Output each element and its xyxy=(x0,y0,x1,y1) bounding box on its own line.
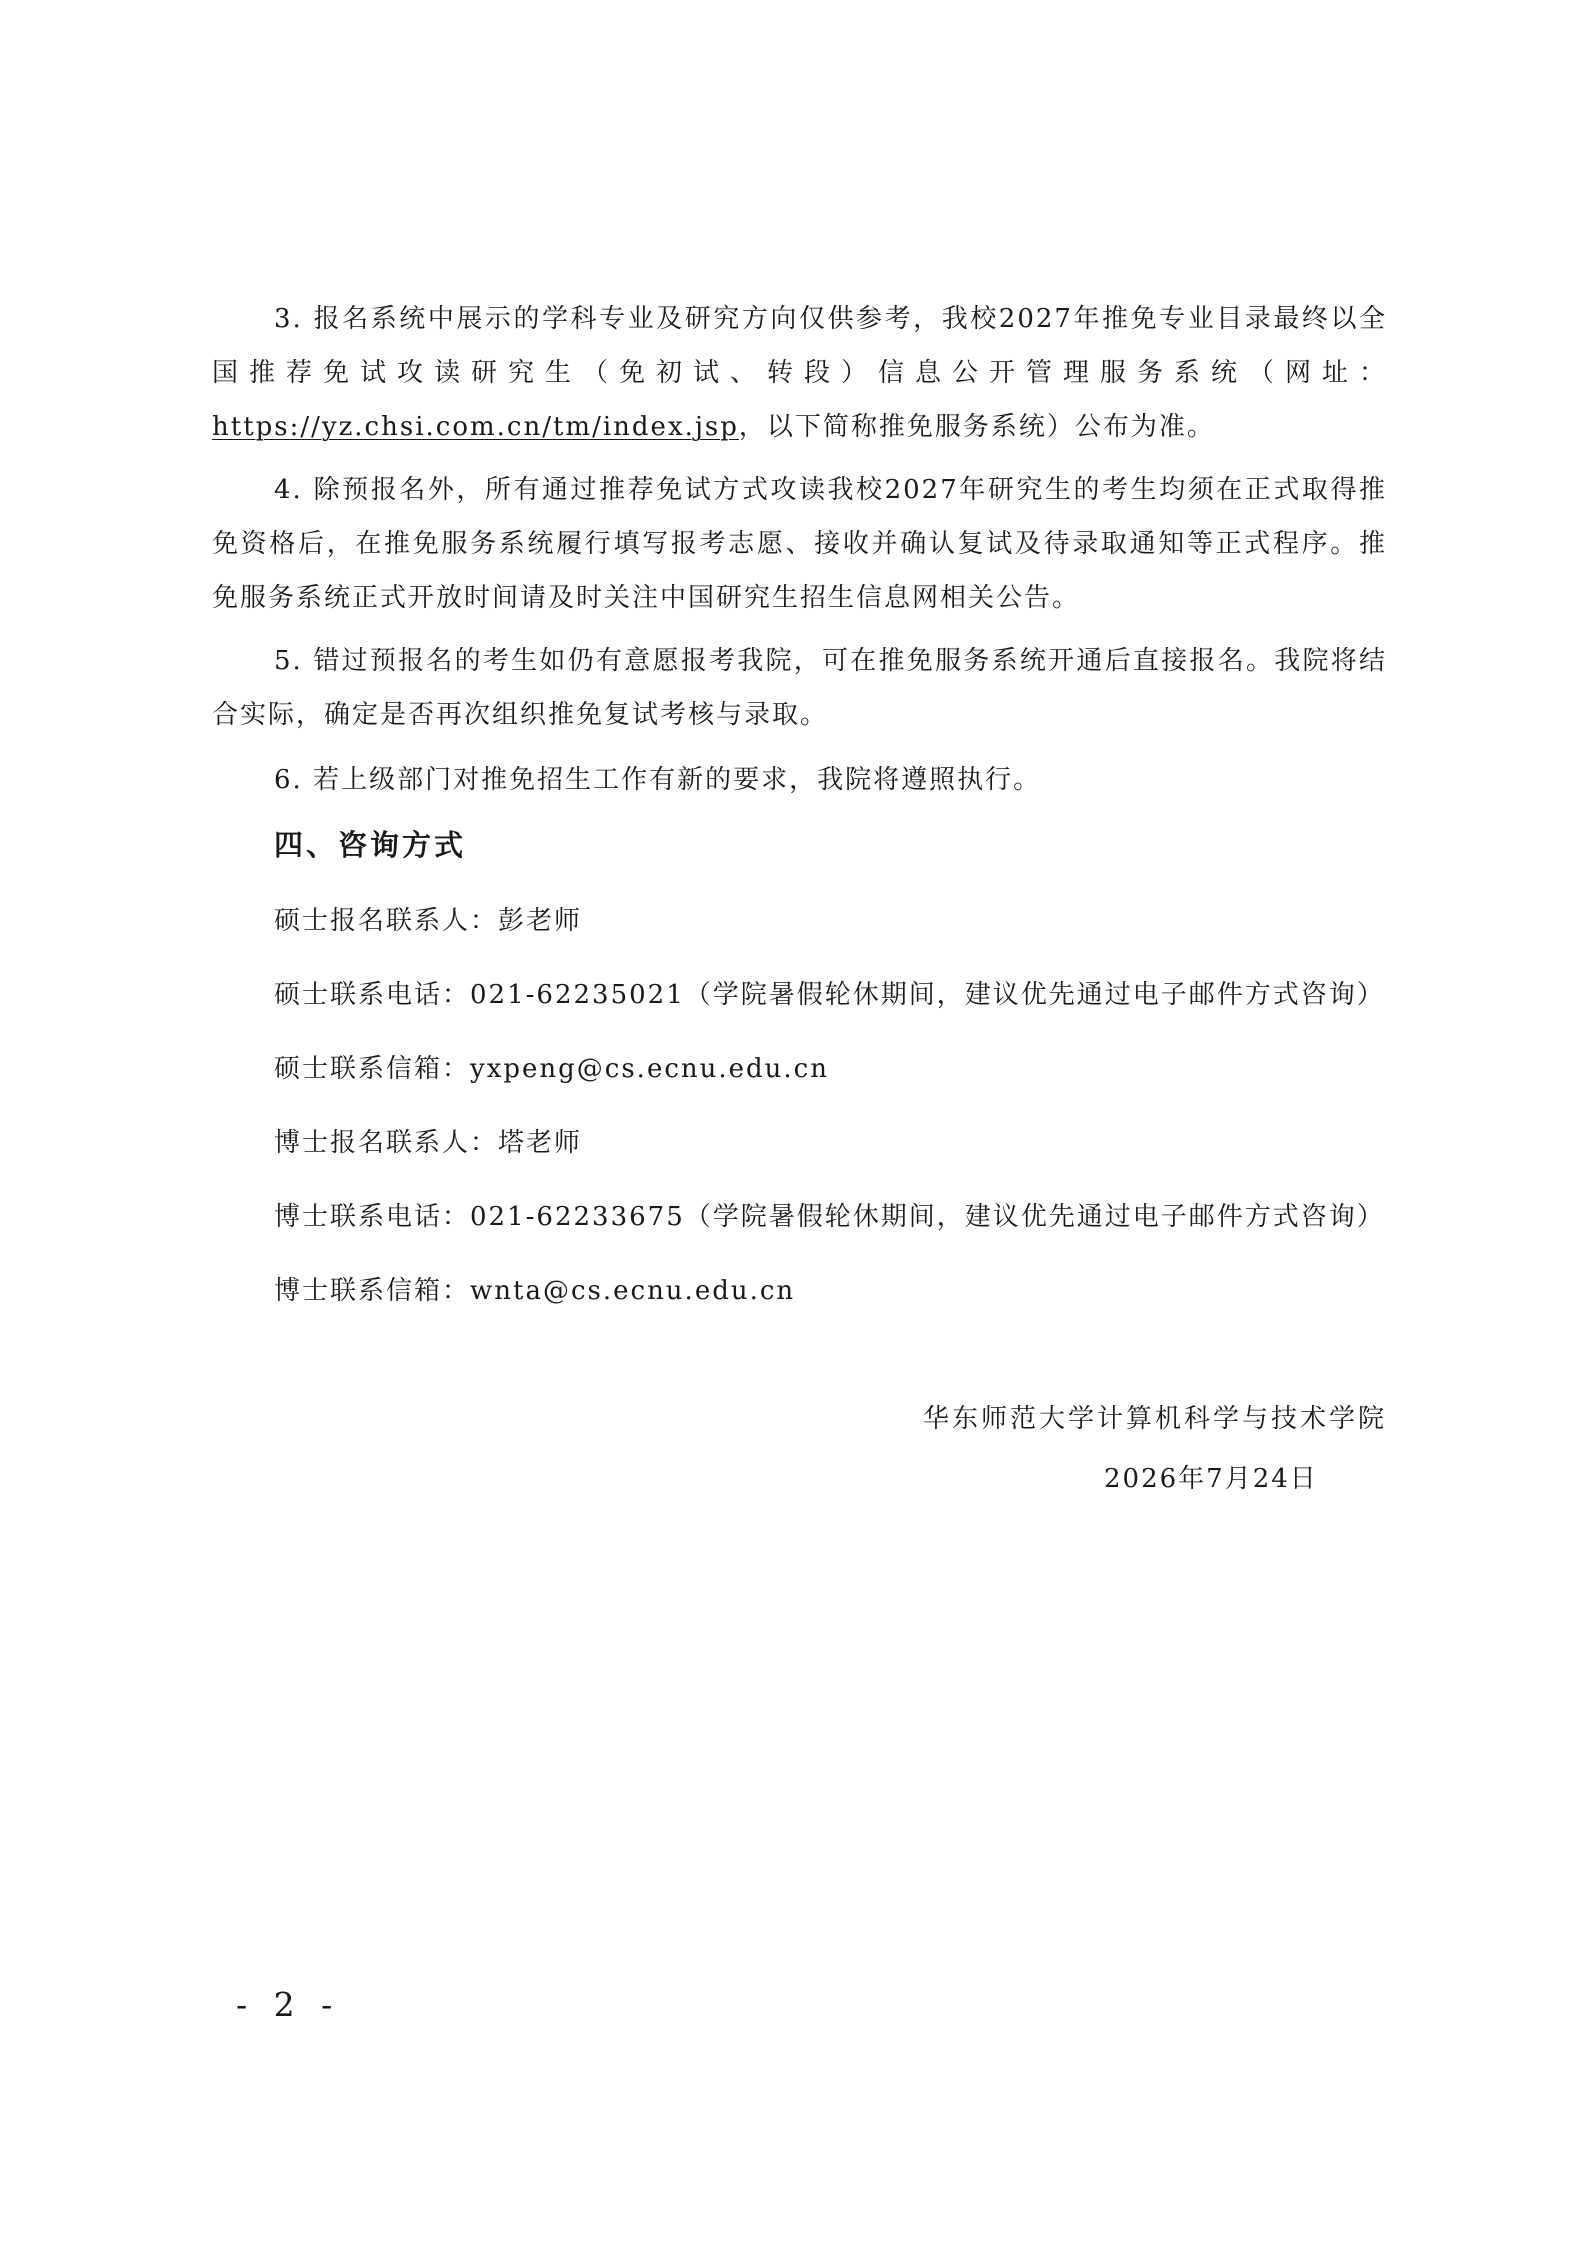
paragraph-6: 6. 若上级部门对推免招生工作有新的要求，我院将遵照执行。 xyxy=(274,765,1042,795)
master-contact-email: 硕士联系信箱：yxpeng@cs.ecnu.edu.cn xyxy=(274,1054,829,1084)
paragraph-3-text-after: ，以下简称推免服务系统）公布为准。 xyxy=(738,412,1215,442)
paragraph-3-text-before: 3. 报名系统中展示的学科专业及研究方向仅供参考，我校2027年推免专业目录最终以全国推荐免试攻读研究生（免初试、转段）信息公开管理服务系统（网址： xyxy=(212,304,1387,388)
paragraph-3 xyxy=(212,292,1387,454)
master-contact-person: 硕士报名联系人：彭老师 xyxy=(274,906,583,936)
master-contact-phone: 硕士联系电话：021-62235021（学院暑假轮休期间，建议优先通过电子邮件方式咨询） xyxy=(274,980,1385,1010)
phd-contact-phone: 博士联系电话：021-62233675（学院暑假轮休期间，建议优先通过电子邮件方式咨询） xyxy=(274,1202,1385,1232)
phd-contact-person: 博士报名联系人：塔老师 xyxy=(274,1128,583,1158)
signature-organization: 华东师范大学计算机科学与技术学院 xyxy=(922,1404,1387,1434)
paragraph-5: 5. 错过预报名的考生如仍有意愿报考我院，可在推免服务系统开通后直接报名。我院将结合实际，确定是否再次组织推免复试考核与录取。 xyxy=(212,646,1387,730)
chsi-url-link[interactable]: https://yz.chsi.com.cn/tm/index.jsp xyxy=(212,412,739,442)
phd-contact-email: 博士联系信箱：wnta@cs.ecnu.edu.cn xyxy=(274,1276,796,1306)
section-heading-consultation: 四、咨询方式 xyxy=(274,828,467,862)
signature-date: 2026年7月24日 xyxy=(1104,1464,1318,1494)
page-number: - 2 - xyxy=(236,1985,341,2024)
paragraph-4: 4. 除预报名外，所有通过推荐免试方式攻读我校2027年研究生的考生均须在正式取得推免资格后，在推免服务系统履行填写报考志愿、接收并确认复试及待录取通知等正式程序。推免服务系统正式开放时间请及时关注中国研究生招生信息网相关公告。 xyxy=(212,475,1387,613)
